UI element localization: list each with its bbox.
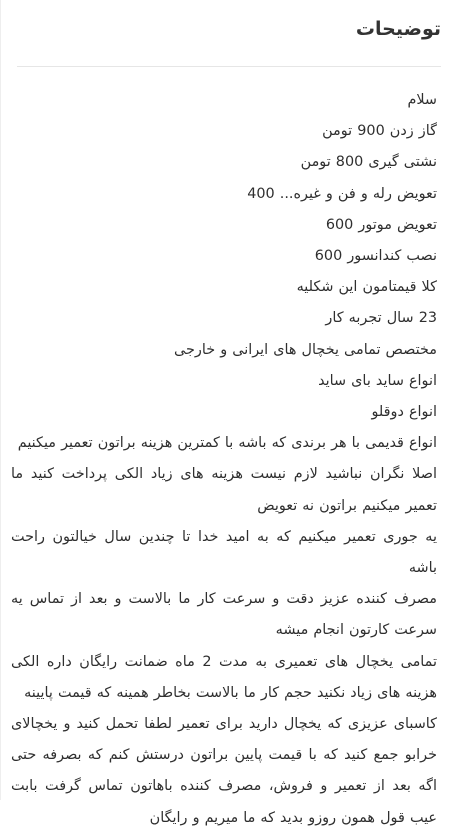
description-line: تمامی یخچال های تعمیری به مدت 2 ماه ضمانت رایگان داره الکی هزینه های زیاد نکنید حجم کار ما بالاست بخاطر همینه که قیمت پایینه [11, 653, 437, 701]
description-line: نشتی گیری 800 تومن [300, 154, 437, 171]
description-line: 23 سال تجربه کار [325, 310, 437, 327]
description-line: کلا قیمتامون این شکلیه [296, 279, 437, 296]
description-line: انواع دوقلو [371, 404, 437, 421]
description-line: انواع ساید بای ساید [318, 372, 437, 389]
description-line: تعویض موتور 600 [325, 216, 437, 233]
description-line: اصلا نگران نباشید لازم نیست هزینه های زیاد الکی پرداخت کنید ما تعمیر میکنیم براتون نه تعویض [11, 466, 437, 514]
description-line: تعویض رله و فن و غیره... 400 [247, 185, 437, 202]
description-line: گاز زدن 900 تومن [322, 123, 437, 140]
description-line: انواع قدیمی با هر برندی که باشه با کمترین هزینه براتون تعمیر میکنیم [17, 435, 437, 452]
section-title: توضیحات [355, 18, 441, 40]
description-line: کاسبای عزیزی که یخچال دارید برای تعمیر لطفا تحمل کنید و یخچالای خرابو جمع کنید که با قیمت پایین براتون درستش کنم که بصرفه حتی اگه بعد از تعمیر و فروش، مصرف کننده باهاتون تماس گرفت بابت عیب قول همون روزو بدید که ما میریم و رایگان [11, 716, 437, 826]
description-line: مصرف کننده عزیز دقت و سرعت کار ما بالاست و بعد از تماس یه سرعت کارتون انجام میشه [11, 591, 437, 639]
description-line: نصب کندانسور 600 [314, 248, 437, 265]
description-line: مختصص تمامی یخچال های ایرانی و خارجی [174, 341, 437, 358]
description-text [1, 67, 457, 834]
description-line: سلام [407, 92, 437, 108]
description-line: یه جوری تعمیر میکنیم که به امید خدا تا چندین سال خیالتون راحت باشه [11, 528, 437, 577]
